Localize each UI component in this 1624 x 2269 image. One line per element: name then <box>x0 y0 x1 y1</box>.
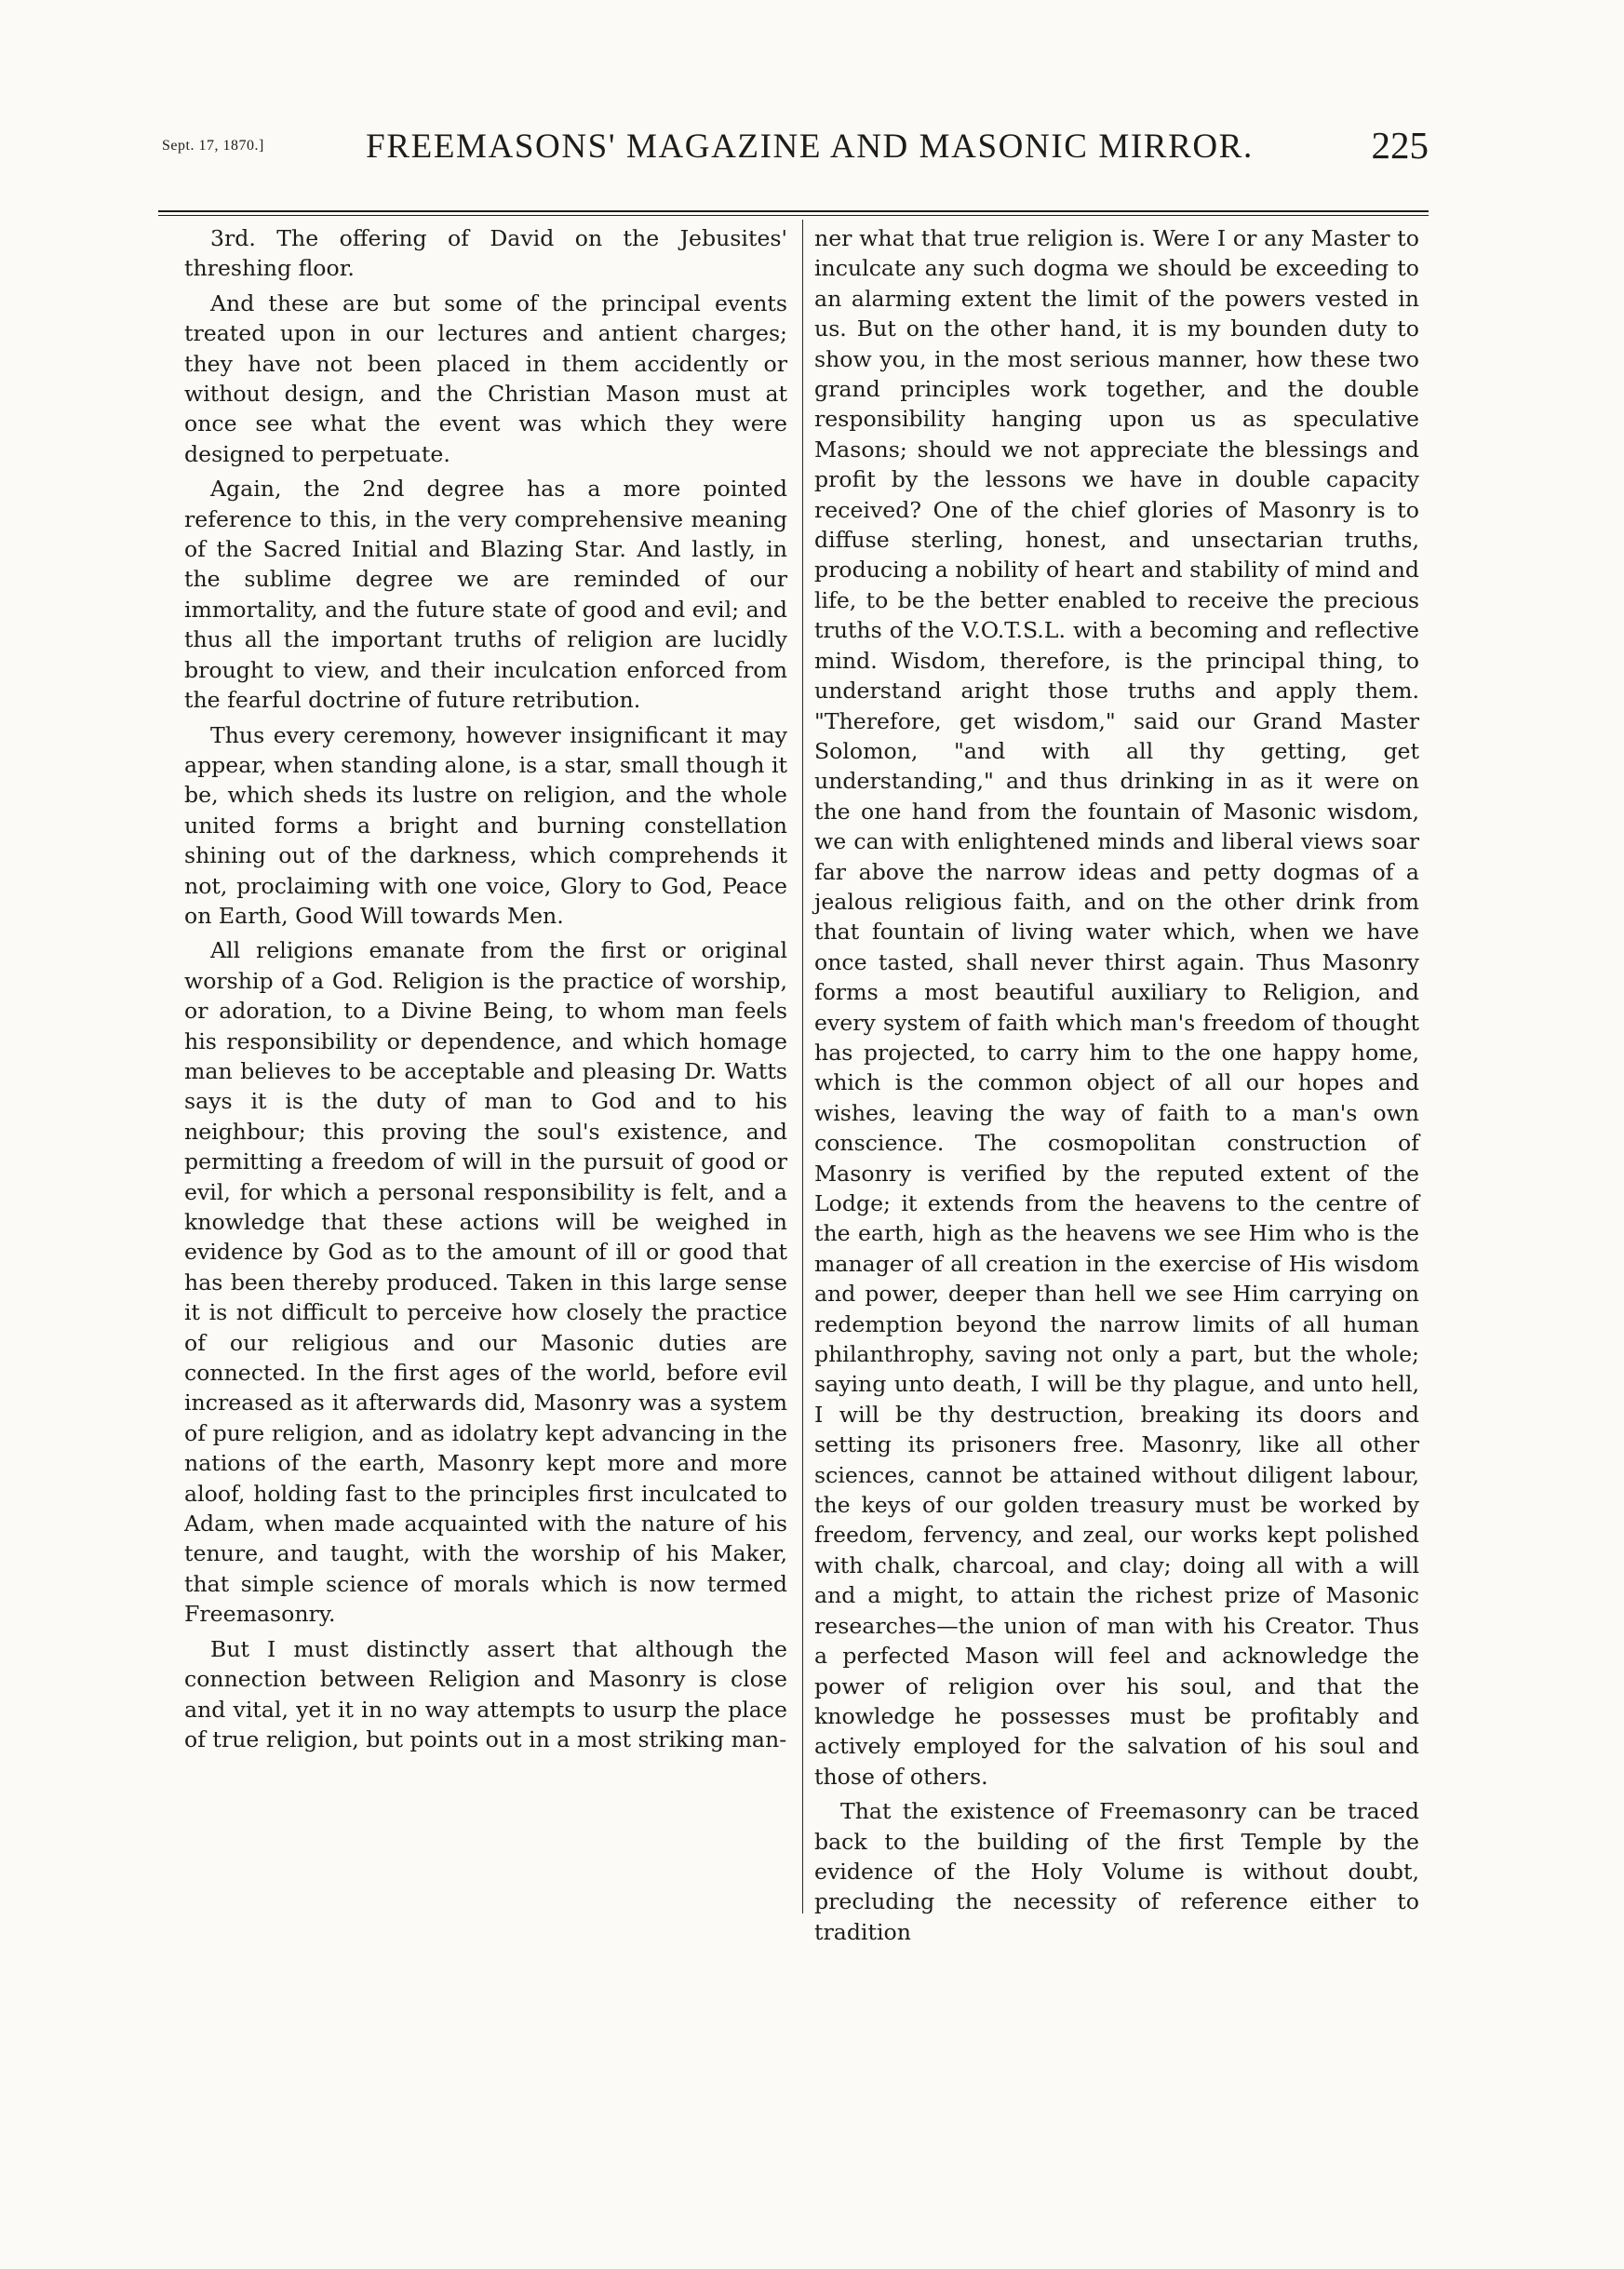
paragraph-continued: ner what that true religion is. Were I or any Master to inculcate any such dogma we should be exceeding to an alarming extent the limit of the powers vested in us. But on the other hand, it is my bounden duty to show you, in the most serious manner, how these two grand principles work together, and the double responsibility hanging upon us as speculative Masons; should we not appreciate the blessings and profit by the lessons we have in double capacity received? One of the chief glories of Masonry is to diffuse sterling, honest, and unsectarian truths, producing a nobility of heart and stability of mind and life, to be the better enabled to receive the precious truths of the V.O.T.S.L. with a becoming and reflective mind. Wisdom, therefore, is the principal thing, to understand aright those truths and apply them. "Therefore, get wisdom," said our Grand Master Solomon, "and with all thy getting, get understanding," and thus drinking in as it were on the one hand from the fountain of Masonic wisdom, we can with enlightened minds and liberal views soar far above the narrow ideas and petty dogmas of a jealous religious faith, and on the other drink from that fountain of living water which, when we have once tasted, shall never thirst again. Thus Masonry forms a most beautiful auxiliary to Religion, and every system of faith which man's freedom of thought has projected, to carry him to the one happy home, which is the common object of all our hopes and wishes, leaving the way of faith to a man's own conscience. The cosmopolitan construction of Masonry is verified by the reputed extent of the Lodge; it extends from the heavens to the centre of the earth, high as the heavens we see Him who is the manager of all creation in the exercise of His wisdom and power, deeper than hell we see Him carrying on redemption beyond the narrow limits of all human philanthrophy, saving not only a part, but the whole; saying unto death, I will be thy plague, and unto hell, I will be thy destruction, breaking its doors and setting its prisoners free. Masonry, like all other sciences, cannot be attained without diligent labour, the keys of our golden treasury must be worked by freedom, fervency, and zeal, our works kept polished with chalk, charcoal, and clay; doing all with a will and a might, to attain the richest prize of Masonic researches—the union of man with his Creator. Thus a perfected Mason will feel and acknowledge the power of religion over his soul, and that the knowledge he possesses must be profitably and actively employed for the salvation of his soul and those of others. <box>814 225 1419 1790</box>
paragraph: That the existence of Freemasonry can be traced back to the building of the first Temple by the evidence of the Holy Volume is without doubt, precluding the necessity of reference either to tradition <box>814 1798 1419 1945</box>
paragraph: Thus every ceremony, however insignificant it may appear, when standing alone, is a star, small though it be, which sheds its lustre on religion, and the whole united forms a bright and burning constellation shining out of the darkness, which comprehends it not, proclaiming with one voice, Glory to God, Peace on Earth, Good Will towards Men. <box>184 721 787 929</box>
header-title: FREEMASONS' MAGAZINE AND MASONIC MIRROR. <box>366 128 1254 166</box>
left-column <box>184 223 787 1759</box>
paragraph: But I must distinctly assert that although the connection between Religion and Masonry is close and vital, yet it in no way attempts to usurp the place of true religion, but points out in a most striking man- <box>184 1635 787 1752</box>
paragraph: 3rd. The offering of David on the Jebusites' threshing floor. <box>184 225 787 282</box>
header-rule-thin <box>158 215 1429 216</box>
page-number: 225 <box>1371 124 1429 167</box>
header-date: Sept. 17, 1870.] <box>162 138 264 154</box>
paragraph: All religions emanate from the first or original worship of a God. Religion is the practice of worship, or adoration, to a Divine Being, to whom man feels his responsibility or dependence, and which homage man believes to be acceptable and pleasing Dr. Watts says it is the duty of man to God and to his neighbour; this proving the soul's existence, and permitting a freedom of will in the pursuit of good or evil, for which a personal responsibility is felt, and a knowledge that these actions will be weighed in evidence by God as to the amount of ill or good that has been thereby produced. Taken in this large sense it is not difficult to perceive how closely the practice of our religious and our Masonic duties are connected. In the first ages of the world, before evil increased as it afterwards did, Masonry was a system of pure religion, and as idolatry kept advancing in the nations of the earth, Masonry kept more and more aloof, holding fast to the principles first inculcated to Adam, when made acquainted with the nature of his tenure, and taught, with the worship of his Maker, that simple science of morals which is now termed Freemasonry. <box>184 937 787 1628</box>
paragraph: Again, the 2nd degree has a more pointed reference to this, in the very comprehensive meaning of the Sacred Initial and Blazing Star. And lastly, in the sublime degree we are reminded of our immortality, and the future state of good and evil; and thus all the important truths of religion are lucidly brought to view, and their inculcation enforced from the fearful doctrine of future retribution. <box>184 476 787 714</box>
right-column <box>814 223 1419 1952</box>
paragraph: And these are but some of the principal events treated upon in our lectures and antient charges; they have not been placed in them accidently or without design, and the Christian Mason must at once see what the event was which they were designed to perpetuate. <box>184 289 787 467</box>
running-header <box>158 112 1429 177</box>
header-rule-thick <box>158 210 1429 212</box>
column-divider <box>802 220 803 1913</box>
